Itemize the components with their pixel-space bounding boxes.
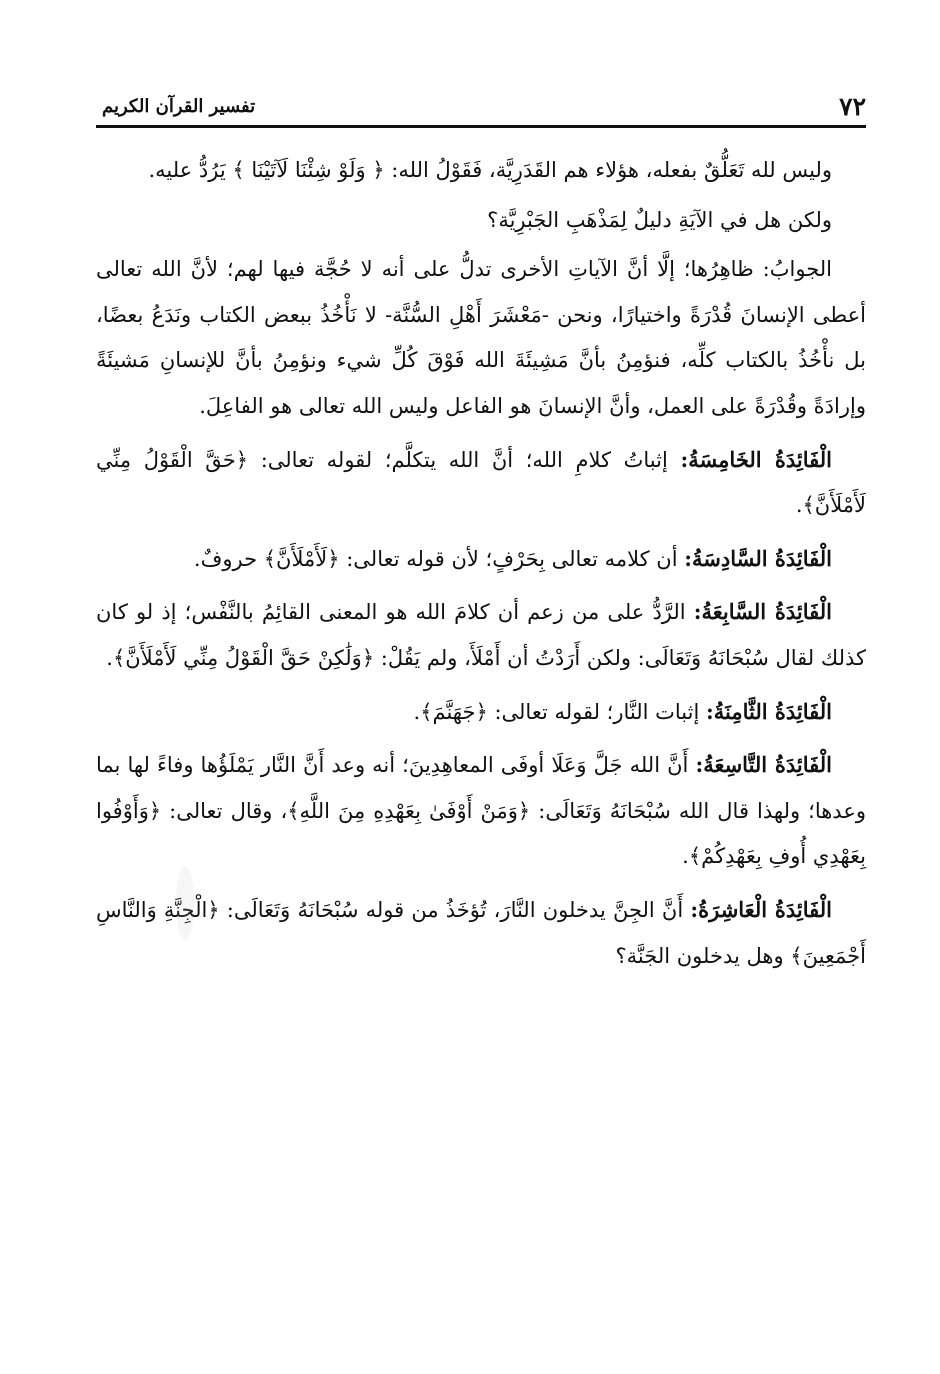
page-number: ٧٢ [839, 92, 866, 121]
benefit-label: الْفَائِدَةُ السَّادِسَةُ: [684, 545, 832, 571]
benefit-text: أَنَّ الجِنَّ يدخلون النَّارَ، تُؤخَذُ من قوله سُبْحَانَهُ وَتَعَالَى: ﴿الْجِنَّةِ وَالنَّاسِ أَجْمَعِينَ﴾ وهل يدخلون الجَنَّة؟ [96, 897, 866, 968]
benefit-text: إثباتُ كلامِ الله؛ أنَّ الله يتكلَّم؛ لقوله تعالى: ﴿حَقَّ الْقَوْلُ مِنِّي لَأَمْلَأَنَّ﴾. [96, 447, 866, 518]
document-page [96, 92, 866, 1292]
benefit-text: أَنَّ الله جَلَّ وَعَلَا أوفَى المعاهِدِينَ؛ أنه وعد أَنَّ النَّار يَمْلَؤُها وفاءً لها بما وعدها؛ ولهذا قال الله سُبْحَانَهُ وَتَعَالَى: ﴿وَمَنْ أَوْفَىٰ بِعَهْدِهِ مِنَ اللَّهِ﴾، وقال تعالى: ﴿وَأَوْفُوا بِعَهْدِي أُوفِ بِعَهْدِكُمْ﴾. [96, 753, 866, 869]
header-rule [96, 125, 866, 128]
paragraph-qadariyya [96, 148, 866, 194]
benefit-5 [96, 437, 866, 529]
benefit-6 [96, 536, 866, 583]
scan-smudge [176, 866, 194, 940]
paragraph-question [96, 198, 866, 244]
benefit-text: أن كلامه تعالى بِحَرْفٍ؛ لأن قوله تعالى: ﴿لَأَمْلَأَنَّ﴾ حروفٌ. [193, 546, 685, 571]
paragraph-text: ولكن هل في الآيَةِ دليلٌ لِمَذْهَبِ الجَبْرِيَّة؟ [487, 207, 832, 232]
paragraph-text: وليس لله تَعَلُّقٌ بفعله، هؤلاء هم القَدَرِيَّة، فَقَوْلُ الله: ﴿ وَلَوْ شِئْنَا لَآتَيْنَا ﴾ يَرُدُّ عليه. [148, 158, 832, 182]
page-body [96, 148, 866, 979]
paragraph-text: الجوابُ: ظاهِرُها؛ إلَّا أنَّ الآياتِ الأخرى تدلُّ على أنه لا حُجَّة فيها لهم؛ لأنَّ الله تعالى أعطى الإنسانَ قُدْرَةً واختيارًا، ونحن -مَعْشَرَ أَهْلِ السُّنَّة- لا نَأْخُذُ ببعض الكتاب ونَدَعُ بعضًا، بل نأْخُذُ بالكتاب كلِّه، فنؤمِنُ بأنَّ مَشِيئَةَ الله فَوْقَ كُلِّ شيء ونؤمِنُ بأنَّ للإنسانِ مَشيئَةً وإرادَةً وقُدْرَةً على العمل، وأنَّ الإنسانَ هو الفاعل وليس الله تعالى هو الفاعِلَ. [96, 257, 866, 418]
benefit-text: الرَّدُّ على من زعم أن كلامَ الله هو المعنى القائِمُ بالنَّفْس؛ إذ لو كان كذلك لقال سُبْحَانَهُ وَتَعَالَى: ولكن أَرَدْتُ أن أَمْلَأَ، ولم يَقُلْ: ﴿وَلَٰكِنْ حَقَّ الْقَوْلُ مِنِّي لَأَمْلَأَنَّ﴾. [96, 600, 866, 670]
benefit-label: الْفَائِدَةُ الخَامِسَةُ: [680, 446, 832, 472]
benefit-text: إثبات النَّار؛ لقوله تعالى: ﴿جَهَنَّمَ﴾. [413, 699, 706, 724]
benefit-8 [96, 689, 866, 736]
benefit-label: الْفَائِدَةُ الثَّامِنَةُ: [706, 698, 832, 724]
paragraph-answer [96, 247, 866, 429]
benefit-label: الْفَائِدَةُ السَّابِعَةُ: [693, 599, 832, 625]
benefit-label: الْفَائِدَةُ التَّاسِعَةُ: [695, 752, 832, 778]
benefit-10 [96, 887, 866, 979]
book-title: تفسير القرآن الكريم [102, 96, 256, 117]
benefit-7 [96, 589, 866, 681]
benefit-9 [96, 742, 866, 880]
page-header [96, 92, 866, 128]
benefit-label: الْفَائِدَةُ الْعَاشِرَةُ: [690, 896, 832, 922]
